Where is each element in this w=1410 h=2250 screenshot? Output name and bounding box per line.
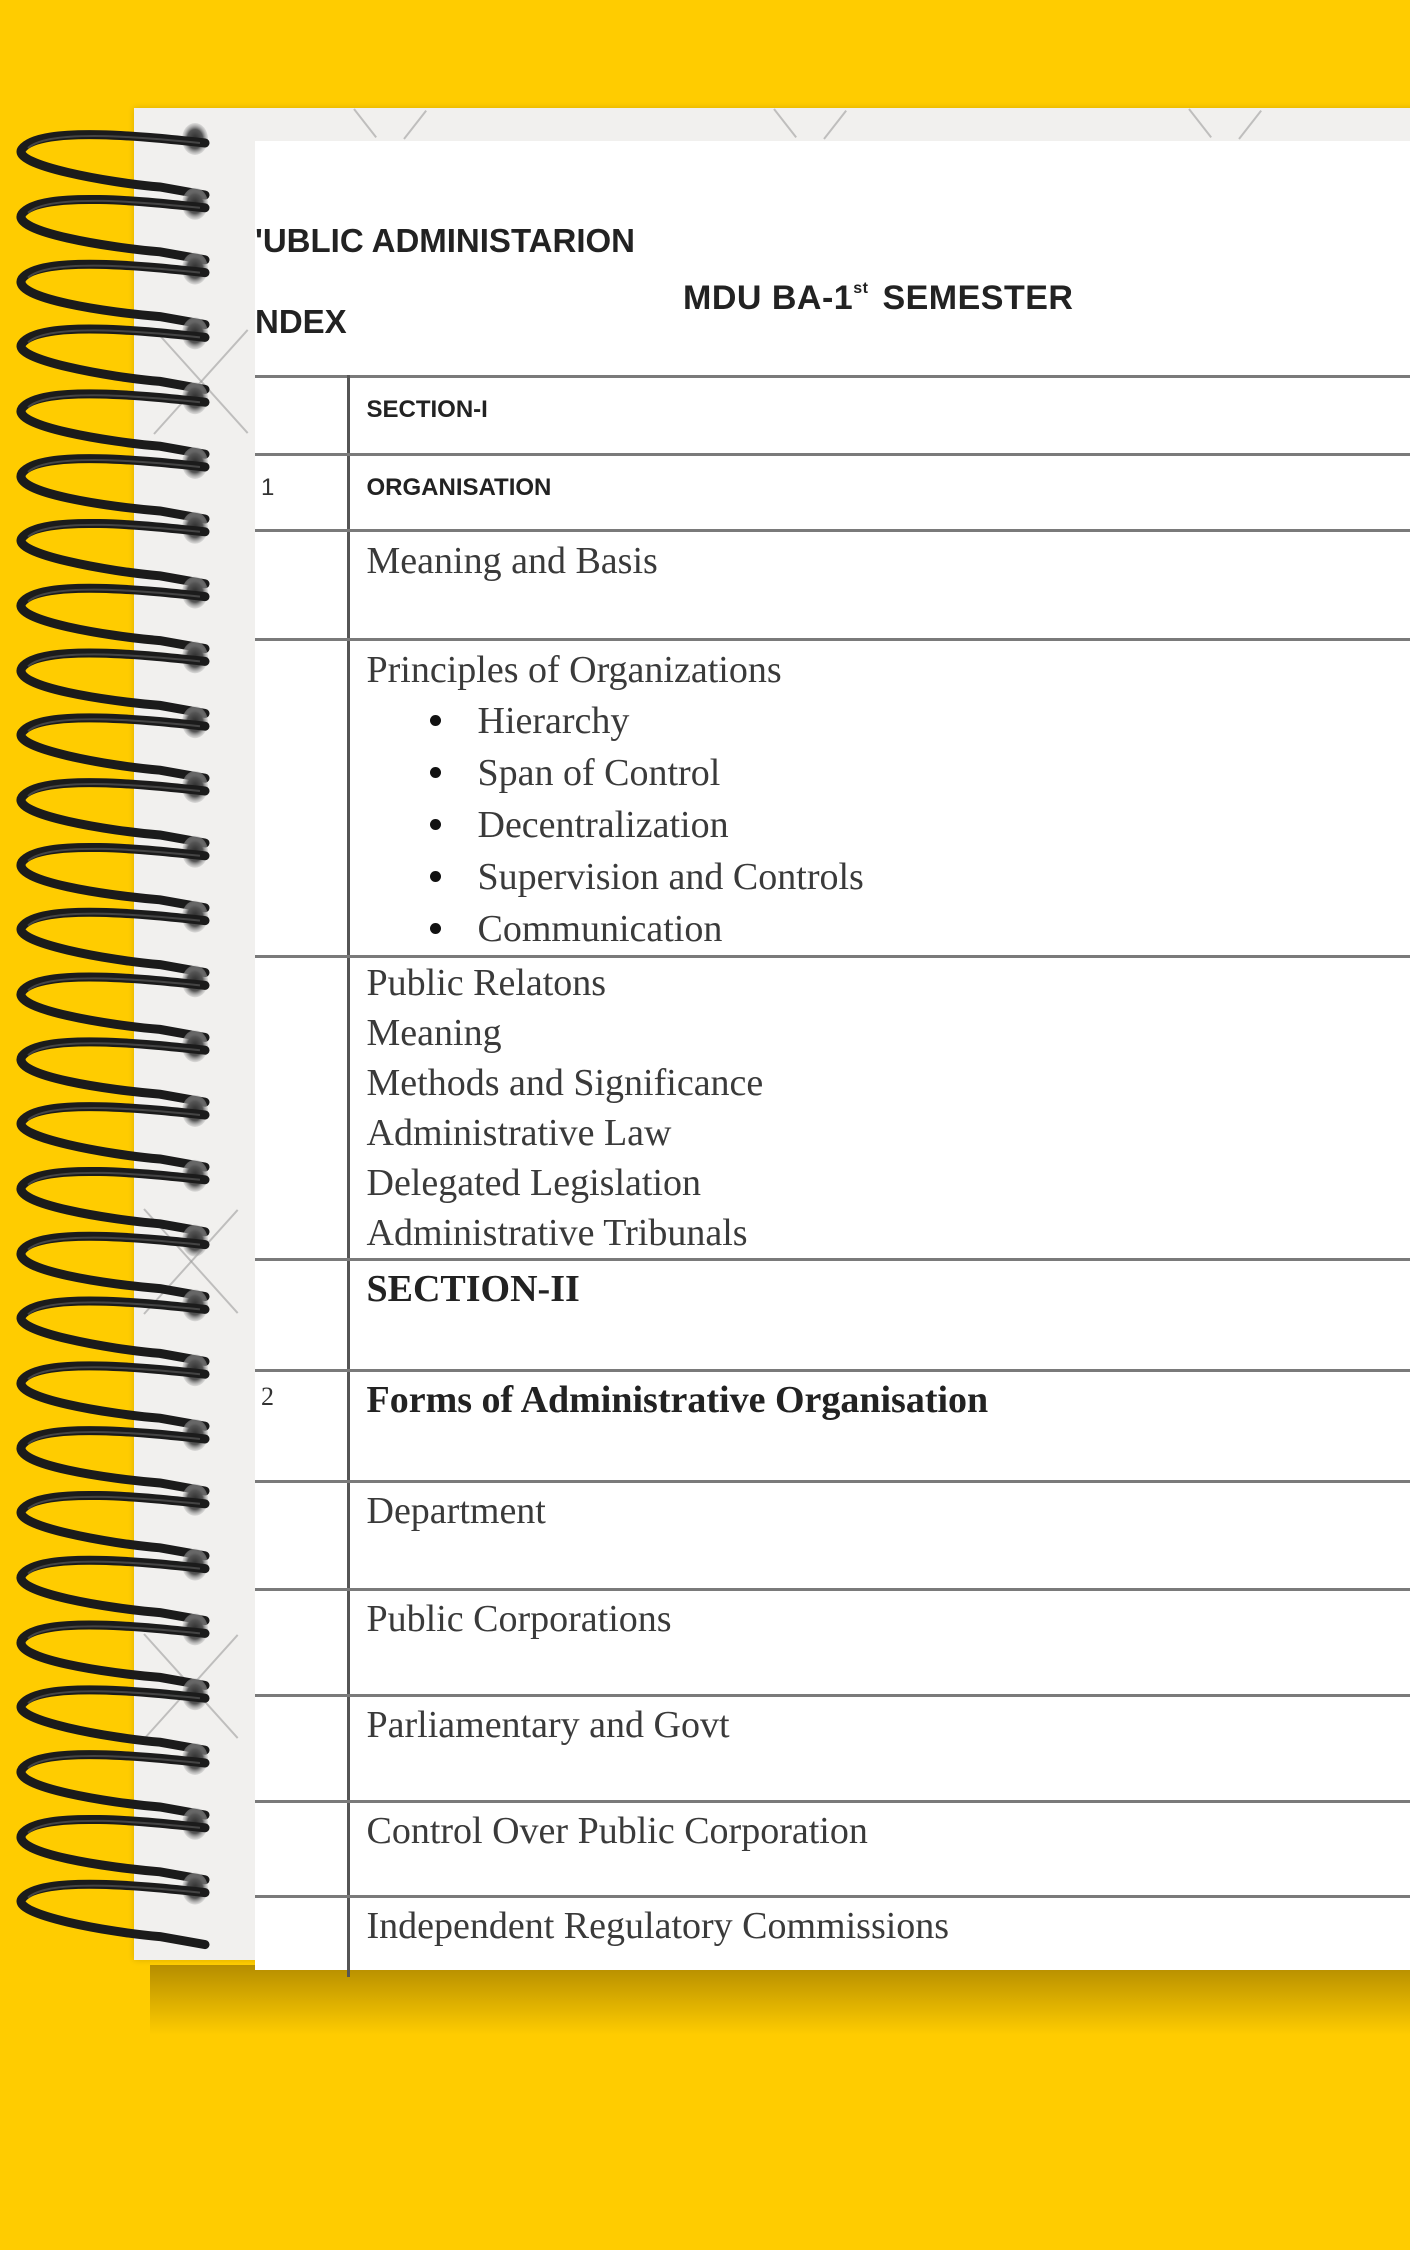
row-number	[255, 531, 348, 640]
row-number	[255, 1260, 348, 1371]
index-table	[255, 375, 1410, 1977]
section-heading: SECTION-I	[366, 396, 488, 423]
topic-text: Department	[366, 1490, 546, 1532]
table-row	[255, 1897, 1410, 1977]
row-content	[348, 1590, 1410, 1696]
row-content	[348, 640, 1410, 957]
title-main: MDU BA-1	[683, 279, 854, 317]
row-number: 1	[255, 455, 348, 531]
row-number	[255, 1802, 348, 1897]
row-content	[348, 957, 1410, 1260]
row-content	[348, 531, 1410, 640]
topic-text: Parliamentary and Govt	[366, 1704, 730, 1746]
decorative-line	[1238, 110, 1262, 140]
decorative-line	[1188, 108, 1212, 138]
row-content	[348, 1482, 1410, 1590]
row-number	[255, 957, 348, 1260]
list-item: Communication	[430, 903, 1410, 955]
table-row	[255, 1590, 1410, 1696]
decorative-line	[823, 110, 847, 140]
row-number	[255, 1897, 348, 1977]
topic-text: Public Relatons	[366, 962, 607, 1004]
topic-text: Principles of Organizations	[366, 649, 782, 691]
unit-heading: ORGANISATION	[366, 474, 552, 501]
row-content	[348, 1897, 1410, 1977]
row-number	[255, 377, 348, 455]
row-content	[348, 377, 1410, 455]
row-number	[255, 1482, 348, 1590]
row-number: 2	[255, 1371, 348, 1482]
index-page	[255, 141, 1410, 1970]
topic-text: Independent Regulatory Commissions	[366, 1905, 950, 1947]
list-item: Decentralization	[430, 799, 1410, 851]
row-number	[255, 1696, 348, 1802]
table-row	[255, 957, 1410, 1260]
topic-text: Methods and Significance	[366, 1062, 764, 1104]
section-heading: SECTION-II	[366, 1268, 580, 1310]
table-row	[255, 455, 1410, 531]
bullet-list	[367, 695, 1410, 955]
list-item: Supervision and Controls	[430, 851, 1410, 903]
table-row	[255, 1802, 1410, 1897]
topic-text: Administrative Law	[366, 1112, 672, 1154]
list-item: Span of Control	[430, 747, 1410, 799]
table-row	[255, 531, 1410, 640]
topic-text: Public Corporations	[366, 1598, 672, 1640]
table-row	[255, 377, 1410, 455]
row-content	[348, 1802, 1410, 1897]
topic-text: Control Over Public Corporation	[366, 1810, 868, 1852]
table-row	[255, 1260, 1410, 1371]
row-number	[255, 640, 348, 957]
table-row	[255, 1371, 1410, 1482]
topic-text: Meaning and Basis	[366, 540, 658, 582]
subject-heading: 'UBLIC ADMINISTARION	[255, 222, 635, 259]
row-content	[348, 455, 1410, 531]
title-superscript: st	[853, 280, 869, 297]
decorative-line	[403, 110, 427, 140]
row-content	[348, 1371, 1410, 1482]
index-heading: NDEX	[255, 303, 347, 340]
topic-text: Delegated Legislation	[366, 1162, 701, 1204]
decorative-line	[773, 108, 797, 138]
row-content	[348, 1260, 1410, 1371]
row-number	[255, 1590, 348, 1696]
decorative-line	[353, 108, 377, 138]
list-item: Hierarchy	[430, 695, 1410, 747]
topic-text: Meaning	[366, 1012, 502, 1054]
row-content	[348, 1696, 1410, 1802]
table-row	[255, 640, 1410, 957]
unit-heading: Forms of Administrative Organisation	[366, 1379, 989, 1421]
document-title	[683, 279, 1074, 318]
title-tail: SEMESTER	[882, 279, 1074, 317]
table-row	[255, 1482, 1410, 1590]
table-row	[255, 1696, 1410, 1802]
topic-text: Administrative Tribunals	[366, 1212, 748, 1254]
